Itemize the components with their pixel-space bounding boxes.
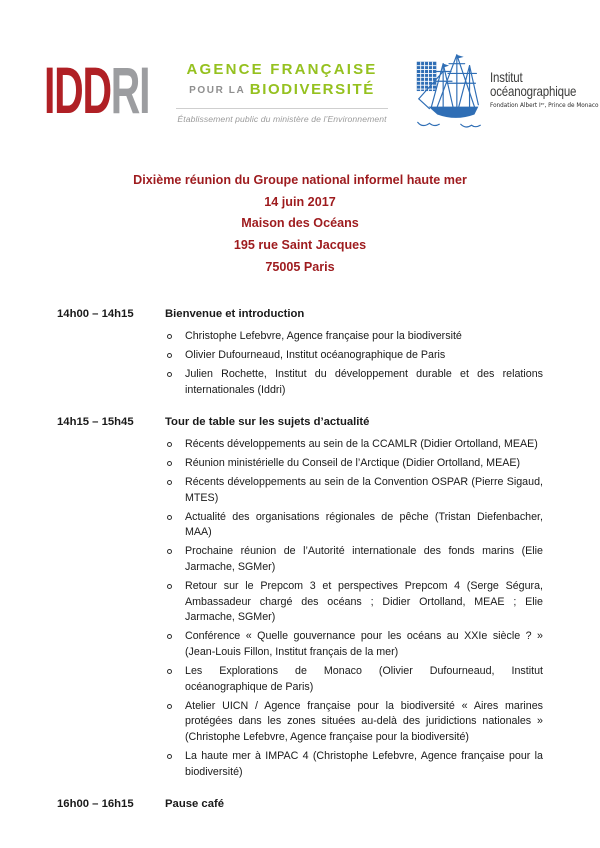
agenda-bullet-list [165, 329, 543, 398]
oceanographic-institute-logo [414, 50, 600, 136]
agenda-section-body [165, 414, 543, 784]
agenda-bullet-text: Réunion ministérielle du Conseil de l’Arctique (Didier Ortolland, MEAE) [185, 456, 521, 469]
agenda-bullet-text: Les Explorations de Monaco (Olivier Dufourneaud, Institut océanographique de Paris) [185, 665, 543, 693]
agenda-bullet-item [165, 664, 543, 695]
circle-bullet-icon [165, 456, 185, 472]
circle-bullet-icon [165, 348, 185, 364]
agenda-bullet-item [165, 329, 543, 345]
agenda-bullet-text: Conférence « Quelle gouvernance pour les océans au XXIe siècle ? » (Jean-Louis Fillon, Institut français de la mer) [185, 630, 543, 658]
afb-logo-divider [176, 108, 388, 109]
agenda-bullet-text: Prochaine réunion de l’Autorité internationale des fonds marins (Elie Jarmache, SGMer) [185, 545, 543, 574]
agenda-bullet-text: Récents développements au sein de la CCAMLR (Didier Ortolland, MEAE) [185, 437, 538, 450]
agenda-time: 14h15 – 15h45 [57, 415, 134, 428]
agenda-bullet-item [165, 579, 543, 626]
circle-bullet-icon [165, 664, 185, 695]
agenda-section [57, 796, 543, 819]
afb-logo [176, 61, 388, 124]
title-line: Dixième réunion du Groupe national informel haute mer [133, 173, 467, 187]
agenda-bullet-item [165, 456, 543, 472]
sailing-ship-icon [414, 50, 486, 136]
agenda-bullet-item [165, 437, 543, 453]
afb-logo-line1: AGENCE FRANÇAISE [186, 61, 378, 78]
agenda-bullet-item [165, 749, 543, 780]
afb-logo-line2 [176, 81, 388, 99]
agenda-bullet-text: Christophe Lefebvre, Agence française pour la biodiversité [185, 330, 462, 342]
agenda-heading: Tour de table sur les sujets d’actualité [165, 415, 370, 428]
afb-logo-subtitle: Établissement public du ministère de l’Environnement [177, 114, 387, 124]
agenda [57, 306, 543, 831]
oceanographic-institute-wordmark [490, 50, 600, 109]
agenda-bullet-text: Julien Rochette, Institut du développement durable et des relations internationales (Iddri) [185, 368, 543, 396]
circle-bullet-icon [165, 629, 185, 660]
circle-bullet-icon [165, 510, 185, 541]
title-line: 75005 Paris [265, 259, 335, 274]
circle-bullet-icon [165, 329, 185, 345]
ocean-logo-line2: océanographique [490, 83, 577, 99]
agenda-bullet-text: La haute mer à IMPAC 4 (Christophe Lefebvre, Agence française pour la biodiversité) [185, 750, 543, 778]
agenda-time: 14h00 – 14h15 [57, 308, 134, 320]
agenda-heading: Bienvenue et introduction [165, 308, 305, 320]
circle-bullet-icon [165, 437, 185, 453]
agenda-time: 16h00 – 16h15 [57, 797, 134, 810]
agenda-bullet-text: Actualité des organisations régionales de pêche (Tristan Diefenbacher, MAA) [185, 510, 543, 539]
circle-bullet-icon [165, 749, 185, 780]
agenda-section [57, 306, 543, 402]
agenda-bullet-text: Olivier Dufourneaud, Institut océanographique de Paris [185, 349, 446, 362]
afb-logo-biodiversite: BIODIVERSITÉ [249, 81, 375, 98]
agenda-bullet-text: Récents développements au sein de la Convention OSPAR (Pierre Sigaud, MTES) [185, 476, 543, 504]
ocean-logo-subtitle: Fondation Albert Iᵉʳ, Prince de Monaco [490, 102, 599, 109]
document-title [0, 170, 600, 279]
iddri-wordmark-red: IDD [44, 53, 111, 127]
iddri-wordmark [44, 53, 150, 127]
circle-bullet-icon [165, 475, 185, 506]
agenda-bullet-text: Atelier UICN / Agence française pour la biodiversité « Aires marines protégées dans les zones situées au-delà des juridictions nationales » (Christophe Lefebvre, Agence française pour la biodiversité) [185, 699, 543, 743]
agenda-bullet-item [165, 544, 543, 575]
title-line: 14 juin 2017 [264, 194, 336, 209]
agenda-bullet-text: Retour sur le Prepcom 3 et perspectives Prepcom 4 (Serge Ségura, Ambassadeur chargé des océans ; Didier Ortolland, MEAE ; Elie Jarmache, SGMer) [185, 580, 543, 624]
circle-bullet-icon [165, 367, 185, 398]
agenda-section-body [165, 796, 543, 819]
agenda-bullet-item [165, 629, 543, 660]
agenda-section-body [165, 306, 543, 402]
afb-logo-pour-la: POUR LA [189, 85, 246, 96]
agenda-bullet-list [165, 437, 543, 780]
ocean-logo-line1: Institut [490, 69, 523, 85]
title-line: Maison des Océans [241, 216, 359, 231]
title-line: 195 rue Saint Jacques [233, 238, 367, 253]
agenda-bullet-item [165, 699, 543, 746]
circle-bullet-icon [165, 579, 185, 626]
agenda-bullet-item [165, 510, 543, 541]
agenda-bullet-item [165, 367, 543, 398]
agenda-section [57, 414, 543, 784]
circle-bullet-icon [165, 544, 185, 575]
agenda-bullet-item [165, 348, 543, 364]
agenda-heading: Pause café [165, 797, 225, 810]
iddri-wordmark-gray: RI [110, 53, 150, 127]
circle-bullet-icon [165, 699, 185, 746]
agenda-bullet-item [165, 475, 543, 506]
